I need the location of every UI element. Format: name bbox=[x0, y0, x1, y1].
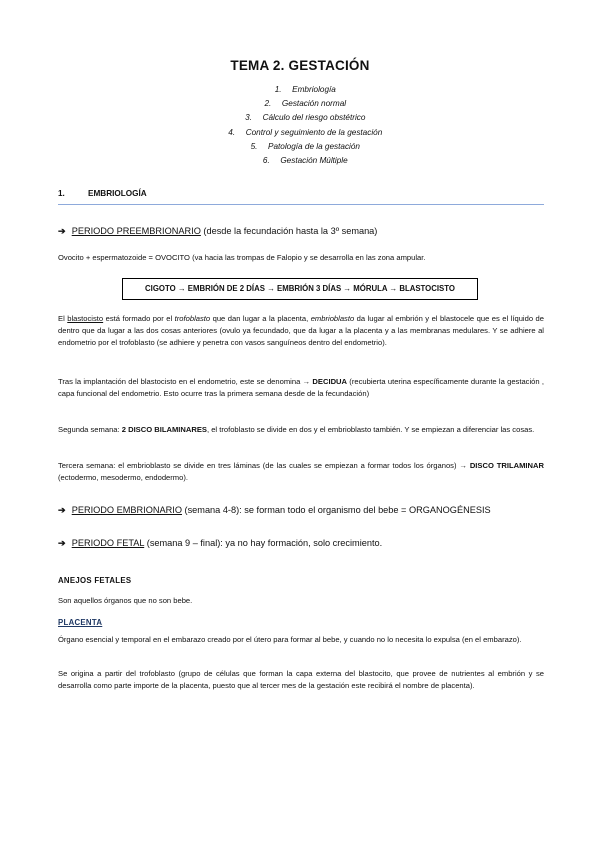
page-title: TEMA 2. GESTACIÓN bbox=[230, 58, 370, 73]
anejos-fetales-heading: ANEJOS FETALES bbox=[58, 576, 132, 585]
segunda-semana-paragraph: Segunda semana: 2 DISCO BILAMINARES, el trofoblasto se divide en dos y el embrioblasto también. Y se empiezan a diferenciar las cosas. bbox=[58, 425, 535, 434]
implantacion-paragraph: Tras la implantación del blastocisto en el endometrio, este se denomina → DECIDUA (recubierta uterina específicamente durante la gestación , capa funcional del endometrio. Esto ocurre tras la primera semana desde de la fecundación) bbox=[58, 377, 544, 399]
toc-item: 1. Embriología bbox=[274, 85, 336, 94]
placenta-paragraph-2: Se origina a partir del trofoblasto (grupo de células que forman la capa externa del blastocito, que provee de nutrientes al embrión y se desarrolla como parte importe de la placenta, puesto que al tercer mes de la gestación este recibirá el nombre de placenta). bbox=[58, 669, 544, 691]
arrow-icon: ➔ bbox=[58, 505, 66, 515]
section-heading-embriologia: 1. EMBRIOLOGÍA bbox=[58, 189, 544, 205]
blastocisto-paragraph: El blastocisto está formado por el trofoblasto que dan lugar a la placenta, embrioblasto da lugar al embrión y el blastocele que es el líquido de dentro que da lugar a las dos cosas anteriores (ovulo ya fecundado, que da lugar a la placenta y a las membranas medulares. Y se adhiere al endometrio por el trofoblasto (se adhiere y penetra con vasos sanguíneos dentro del endometrio). bbox=[58, 314, 544, 348]
toc-item: 3. Cálculo del riesgo obstétrico bbox=[245, 113, 366, 123]
toc-item: 4. Control y seguimiento de la gestación bbox=[228, 127, 383, 137]
arrow-icon: ➔ bbox=[58, 538, 66, 548]
arrow-icon: ➔ bbox=[58, 226, 66, 236]
placenta-paragraph-1: Órgano esencial y temporal en el embarazo creado por el útero para formar al bebe, y cuando no lo necesita lo expulsa (en el embarazo). bbox=[58, 635, 522, 644]
toc-item: 2. Gestación normal bbox=[264, 99, 347, 109]
tercera-semana-paragraph: Tercera semana: el embrioblasto se divide en tres láminas (de las cuales se empiezan a formar todos los órganos) → DISCO TRILAMINAR (ectodermo, mesodermo, endodermo). bbox=[58, 461, 544, 483]
periodo-embrionario-line: ➔ PERIODO EMBRIONARIO (semana 4-8): se forman todo el organismo del bebe = ORGANOGÉNESIS bbox=[58, 505, 491, 515]
periodo-fetal-line: ➔ PERIODO FETAL (semana 9 – final): ya no hay formación, solo crecimiento. bbox=[58, 538, 383, 548]
toc-item: 5. Patología de la gestación bbox=[250, 141, 360, 151]
toc-item: 6. Gestación Múltiple bbox=[262, 155, 348, 165]
periodo-preembrionario-line: ➔ PERIODO PREEMBRIONARIO (desde la fecundación hasta la 3º semana) bbox=[58, 226, 378, 236]
development-stages-box: CIGOTO → EMBRIÓN DE 2 DÍAS → EMBRIÓN 3 DÍAS → MÓRULA → BLASTOCISTO bbox=[122, 278, 478, 300]
anejos-fetales-text: Son aquellos órganos que no son bebe. bbox=[58, 596, 193, 605]
placenta-heading: PLACENTA bbox=[58, 618, 103, 627]
ovocito-paragraph: Ovocito + espermatozoide = OVOCITO (va hacia las trompas de Falopio y se desarrolla en las zona ampular. bbox=[58, 253, 426, 262]
table-of-contents bbox=[0, 83, 600, 168]
